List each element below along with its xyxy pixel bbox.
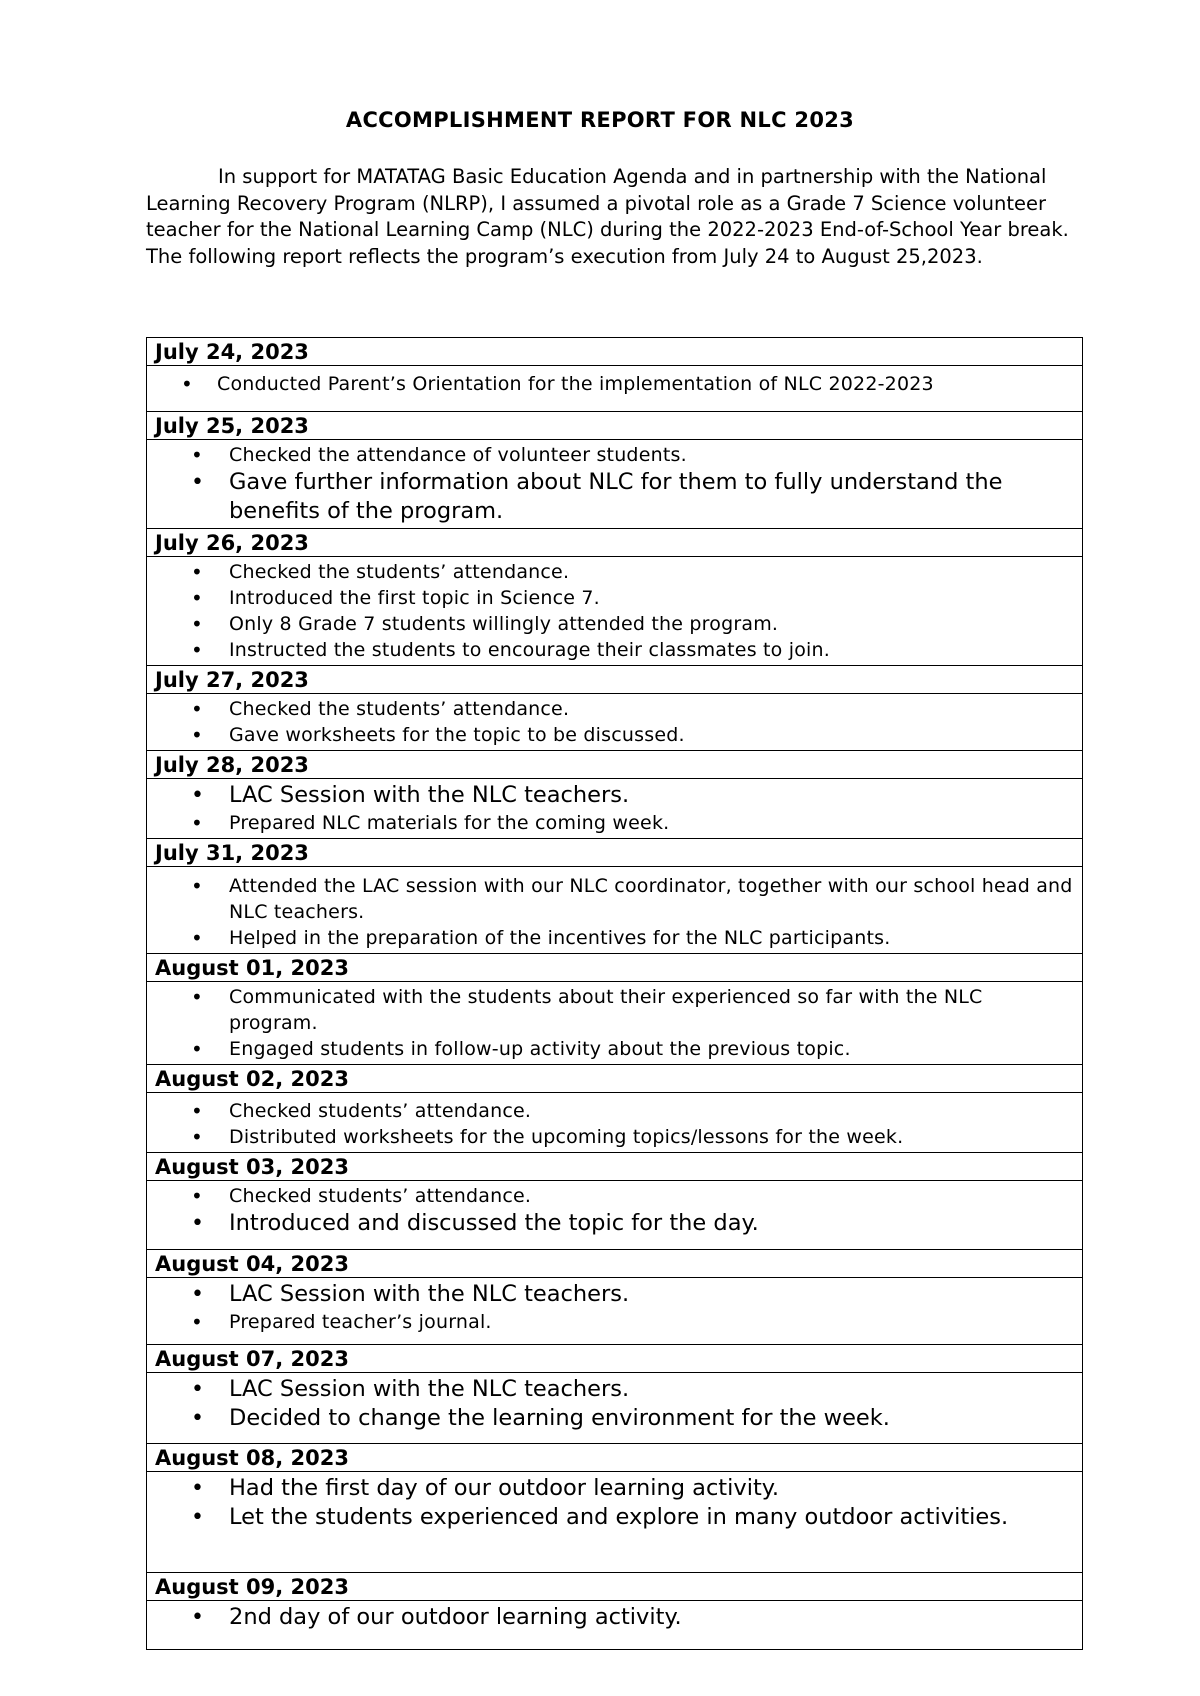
accomplishment-table [146,337,1083,1650]
entry-items [147,1373,1083,1444]
list-item: • Engaged students in follow-up activity about the previous topic. [155,1036,1074,1062]
entry-items [147,366,1083,412]
report-title: ACCOMPLISHMENT REPORT FOR NLC 2023 [345,108,855,132]
list-item: • Prepared NLC materials for the coming week. [155,810,1074,836]
bullet-list [155,371,1074,397]
entry-items [147,1601,1083,1650]
list-item: • Checked the students’ attendance. [155,696,1074,722]
bullet-list [155,873,1074,951]
entry-date: August 08, 2023 [147,1444,1083,1472]
entry-items [147,557,1083,666]
bullet-list [155,1280,1074,1335]
entry-date: July 28, 2023 [147,751,1083,779]
list-item: • Decided to change the learning environment for the week. [155,1404,1074,1433]
entry-date: July 26, 2023 [147,529,1083,557]
entry-date: July 24, 2023 [147,338,1083,366]
list-item: • Gave further information about NLC for them to fully understand the benefits of the program. [155,468,1074,526]
entry-items [147,867,1083,954]
entry-date: July 31, 2023 [147,839,1083,867]
list-item: • LAC Session with the NLC teachers. [155,1375,1074,1404]
list-item: • Checked students’ attendance. [155,1098,1074,1124]
entry-items [147,694,1083,751]
bullet-list [155,559,1074,663]
list-item: • Let the students experienced and explore in many outdoor activities. [155,1503,1074,1532]
list-item: • Checked the attendance of volunteer students. [155,442,1074,468]
bullet-list [155,696,1074,748]
entry-date: August 03, 2023 [147,1153,1083,1181]
entry-date: July 27, 2023 [147,666,1083,694]
list-item: • Communicated with the students about their experienced so far with the NLC program. [155,984,1074,1036]
list-item: • Introduced and discussed the topic for the day. [155,1209,1074,1238]
entry-date: July 25, 2023 [147,412,1083,440]
entry-date: August 02, 2023 [147,1065,1083,1093]
bullet-list [155,1183,1074,1238]
entry-items [147,1181,1083,1250]
list-item: • Checked students’ attendance. [155,1183,1074,1209]
list-item: • LAC Session with the NLC teachers. [155,781,1074,810]
entry-date: August 07, 2023 [147,1345,1083,1373]
list-item: • Distributed worksheets for the upcoming topics/lessons for the week. [155,1124,1074,1150]
bullet-list [155,1474,1074,1532]
entry-date: August 01, 2023 [147,954,1083,982]
entry-items [147,982,1083,1065]
entry-date: August 09, 2023 [147,1573,1083,1601]
bullet-list [155,1603,1074,1632]
list-item: • Only 8 Grade 7 students willingly attended the program. [155,611,1074,637]
intro-paragraph [146,164,1081,270]
entry-items [147,440,1083,529]
intro-text: In support for MATATAG Basic Education Agenda and in partnership with the National Learning Recovery Program (NLRP), I assumed a pivotal role as a Grade 7 Science volunteer teacher for the National Learning Camp (NLC) during the 2022-2023 End-of-School Year break. The following report reflects the program’s execution from July 24 to August 25,2023. [146,165,1069,268]
bullet-list [155,781,1074,836]
list-item: • Conducted Parent’s Orientation for the implementation of NLC 2022-2023 [155,371,1074,397]
list-item: • Prepared teacher’s journal. [155,1309,1074,1335]
entry-items [147,1472,1083,1573]
list-item: • 2nd day of our outdoor learning activity. [155,1603,1074,1632]
entry-date: August 04, 2023 [147,1250,1083,1278]
entry-items [147,1278,1083,1345]
entry-items [147,1093,1083,1153]
list-item: • Introduced the first topic in Science 7. [155,585,1074,611]
list-item: • Instructed the students to encourage their classmates to join. [155,637,1074,663]
bullet-list [155,1375,1074,1433]
list-item: • Checked the students’ attendance. [155,559,1074,585]
bullet-list [155,984,1074,1062]
entry-items [147,779,1083,839]
list-item: • LAC Session with the NLC teachers. [155,1280,1074,1309]
list-item: • Attended the LAC session with our NLC coordinator, together with our school head and NLC teachers. [155,873,1074,925]
list-item: • Had the first day of our outdoor learning activity. [155,1474,1074,1503]
bullet-list [155,1098,1074,1150]
list-item: • Gave worksheets for the topic to be discussed. [155,722,1074,748]
list-item: • Helped in the preparation of the incentives for the NLC participants. [155,925,1074,951]
bullet-list [155,442,1074,526]
